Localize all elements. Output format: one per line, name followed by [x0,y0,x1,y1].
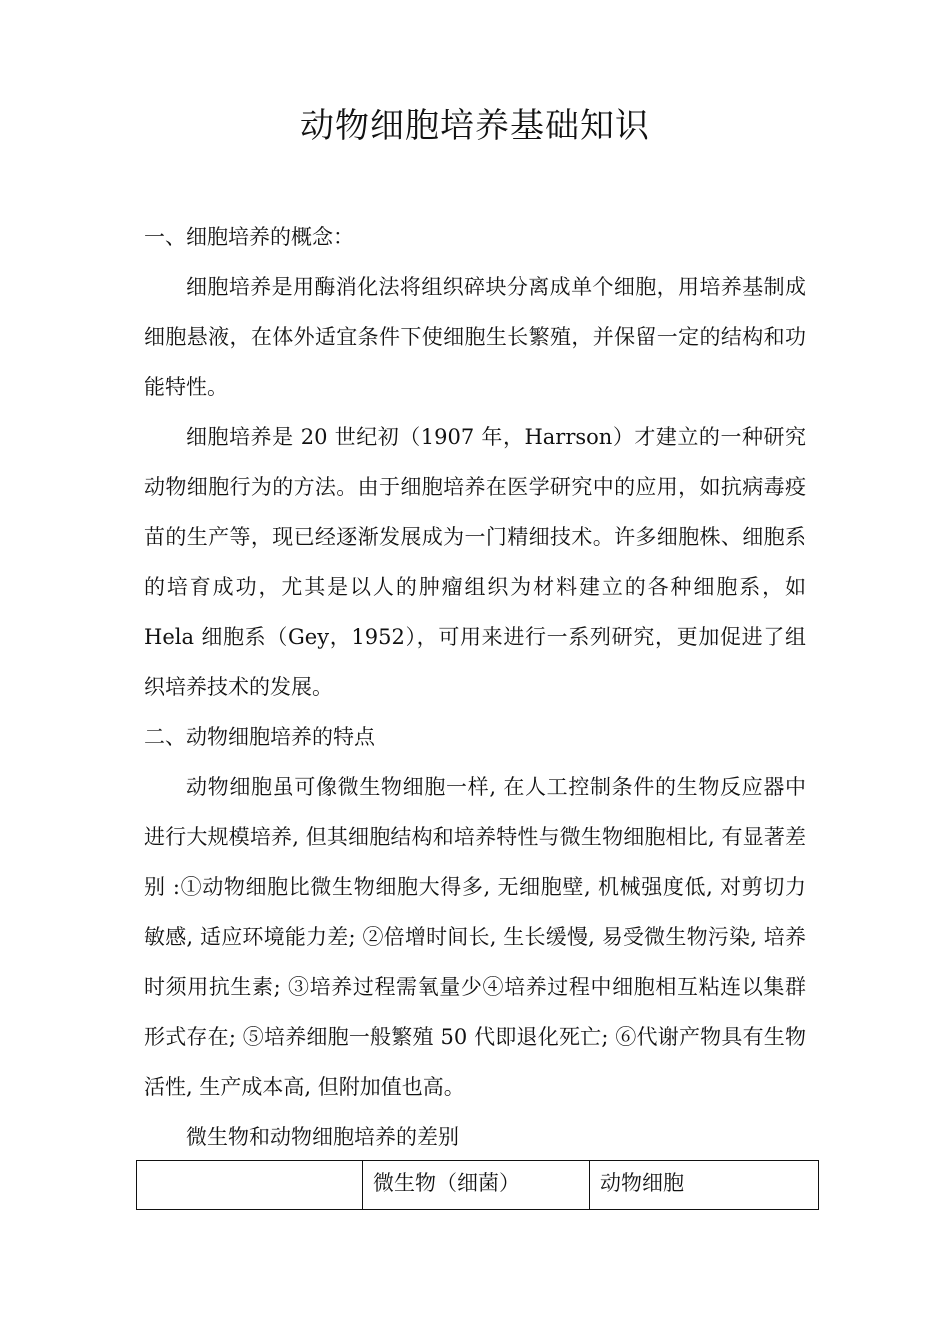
table-row [137,1161,819,1210]
comparison-table [136,1160,818,1210]
table-caption: 微生物和动物细胞培养的差别 [186,1125,459,1149]
table-header-cell [137,1161,363,1210]
section-heading: 一、细胞培养的概念： [144,225,354,249]
table-header-cell: 动物细胞 [590,1161,819,1210]
paragraph: 细胞培养是用酶消化法将组织碎块分离成单个细胞，用培养基制成细胞悬液，在体外适宜条件下使细胞生长繁殖，并保留一定的结构和功能特性。 [144,275,806,399]
page-title: 动物细胞培养基础知识 [300,106,650,146]
section-heading: 二、动物细胞培养的特点 [144,725,375,749]
table-header-cell: 微生物（细菌） [363,1161,590,1210]
paragraph: 动物细胞虽可像微生物细胞一样, 在人工控制条件的生物反应器中进行大规模培养, 但其细胞结构和培养特性与微生物细胞相比, 有显著差别 :①动物细胞比微生物细胞大得多, 无细胞壁, 机械强度低, 对剪切力敏感, 适应环境能力差; ②倍增时间长, 生长缓慢, 易受微生物污染, 培养时须用抗生素; ③培养过程需氧量少④培养过程中细胞相互粘连以集群形式存在; ⑤培养细胞一般繁殖 50 代即退化死亡; ⑥代谢产物具有生物活性, 生产成本高, 但附加值也高。 [144,775,806,1099]
paragraph: 细胞培养是 20 世纪初（1907 年，Harrson）才建立的一种研究动物细胞行为的方法。由于细胞培养在医学研究中的应用，如抗病毒疫苗的生产等，现已经逐渐发展成为一门精细技术。许多细胞株、细胞系的培育成功，尤其是以人的肿瘤组织为材料建立的各种细胞系，如 Hela 细胞系（Gey，1952），可用来进行一系列研究，更加促进了组织培养技术的发展。 [144,425,806,699]
document-body [144,212,806,1162]
